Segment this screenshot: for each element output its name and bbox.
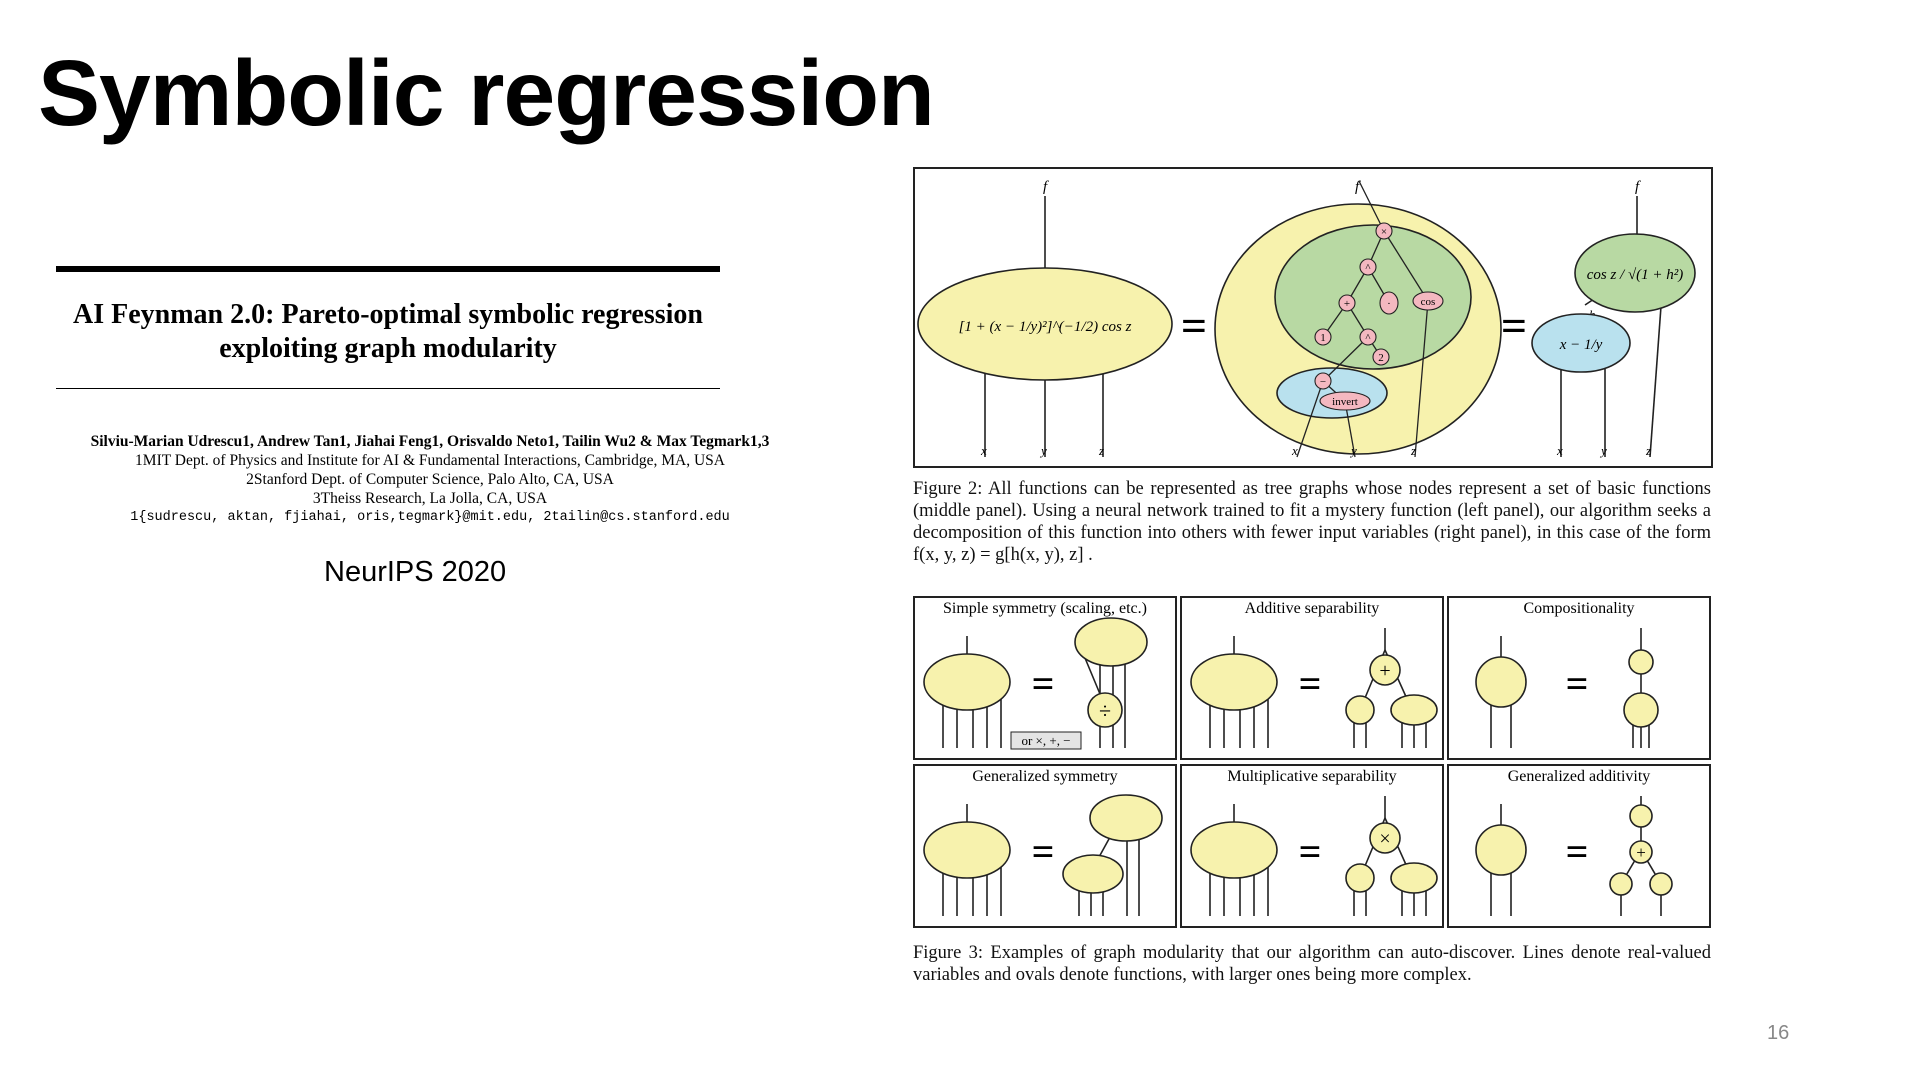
slide-title: Symbolic regression xyxy=(38,41,934,145)
plus-node-label: + xyxy=(1636,843,1646,862)
author-block xyxy=(0,432,860,527)
fig2-equals-1: = xyxy=(1180,300,1208,351)
panel-title: Generalized additivity xyxy=(1507,768,1651,785)
right-input-x: x xyxy=(1557,443,1563,458)
equals-sign: = xyxy=(1565,829,1589,874)
paper-title xyxy=(56,298,720,366)
panel-generalized-additivity xyxy=(1447,764,1711,928)
times-node-label: × xyxy=(1379,828,1391,850)
tree-label-two: 2 xyxy=(1378,352,1384,364)
tree-label-one: 1 xyxy=(1320,332,1326,344)
figure-2-graphic xyxy=(915,169,1711,466)
left-input-x: x xyxy=(981,443,987,458)
tree-label-plus: + xyxy=(1343,298,1351,310)
left-formula: [1 + (x − 1/y)²]^(−1/2) cos z xyxy=(958,319,1132,335)
equals-sign: = xyxy=(1565,661,1589,706)
tree-label-minus: − xyxy=(1319,376,1327,388)
panel-compositionality xyxy=(1447,596,1711,760)
panel-title: Compositionality xyxy=(1523,600,1635,617)
middle-input-y: y xyxy=(1351,443,1357,458)
middle-output-label: f xyxy=(1355,179,1360,195)
panel-multiplicative-separability xyxy=(1180,764,1444,928)
panel-graphic xyxy=(1182,766,1442,926)
tree-label-power-1: ^ xyxy=(1365,262,1371,274)
plus-node-label: + xyxy=(1379,660,1391,682)
right-output-label: f xyxy=(1635,179,1640,195)
left-input-y: y xyxy=(1041,443,1047,458)
equals-sign: = xyxy=(1298,829,1322,874)
panel-title: Simple symmetry (scaling, etc.) xyxy=(943,600,1147,617)
title-rule-top xyxy=(56,266,720,272)
panel-title: Multiplicative separability xyxy=(1227,768,1397,785)
fig2-middle-panel xyxy=(1215,179,1501,458)
panel-graphic xyxy=(1182,598,1442,758)
affiliation-1: 1MIT Dept. of Physics and Institute for AI & Fundamental Interactions, Cambridge, MA, USA xyxy=(135,452,725,469)
tree-label-times: × xyxy=(1380,226,1388,238)
tree-label-dot: · xyxy=(1387,298,1391,310)
panel-simple-symmetry xyxy=(913,596,1177,760)
affiliation-3: 3Theiss Research, La Jolla, CA, USA xyxy=(312,490,548,507)
panel-title: Generalized symmetry xyxy=(972,768,1118,785)
left-output-label: f xyxy=(1043,179,1048,195)
tree-label-invert: invert xyxy=(1332,396,1358,408)
panel-title: Additive separability xyxy=(1244,600,1380,617)
panel-additive-separability xyxy=(1180,596,1444,760)
panel-graphic xyxy=(915,766,1175,926)
equals-sign: = xyxy=(1031,829,1055,874)
title-rule-bottom xyxy=(56,388,720,389)
figure-3 xyxy=(913,596,1713,930)
venue-label: NeurIPS 2020 xyxy=(324,556,507,588)
paper-title-line2: exploiting graph modularity xyxy=(219,333,557,364)
figure-3-caption: Figure 3: Examples of graph modularity that our algorithm can auto-discover. Lines denote real-valued variables and ovals denote functions, with larger ones being more complex. xyxy=(913,943,1711,985)
author-emails: 1{sudrescu, aktan, fjiahai, oris,tegmark}@mit.edu, 2tailin@cs.stanford.edu xyxy=(130,510,730,525)
figure-2 xyxy=(913,167,1713,468)
panel-graphic xyxy=(1449,766,1709,926)
left-input-z: z xyxy=(1099,443,1105,458)
page-number: 16 xyxy=(1767,1022,1790,1044)
fig2-right-panel xyxy=(1532,179,1695,458)
tree-label-power-2: ^ xyxy=(1365,332,1371,344)
paper-title-line1: AI Feynman 2.0: Pareto-optimal symbolic regression xyxy=(73,299,703,330)
equals-sign: = xyxy=(1298,661,1322,706)
panel-graphic xyxy=(915,598,1175,758)
panel-graphic xyxy=(1449,598,1709,758)
divide-node-label: ÷ xyxy=(1098,698,1112,723)
fig2-left-panel xyxy=(918,179,1172,458)
fig2-equals-2: = xyxy=(1500,300,1528,351)
middle-input-z: z xyxy=(1411,443,1417,458)
figure-2-caption: Figure 2: All functions can be represented as tree graphs whose nodes represent a set of basic functions (middle panel). Using a neural network trained to fit a mystery function (left panel), our algorithm seeks a decomposition of this function into others with fewer input variables (right panel), in this case of the form f(x, y, z) = g[h(x, y), z] . xyxy=(913,479,1711,565)
affiliation-2: 2Stanford Dept. of Computer Science, Palo Alto, CA, USA xyxy=(246,471,614,488)
tree-label-cos: cos xyxy=(1420,296,1436,308)
right-bottom-formula: x − 1/y xyxy=(1559,337,1603,353)
right-input-y: y xyxy=(1601,443,1607,458)
right-top-formula: cos z / √(1 + h²) xyxy=(1586,267,1684,283)
equals-sign: = xyxy=(1031,661,1055,706)
panel-generalized-symmetry xyxy=(913,764,1177,928)
right-input-z: z xyxy=(1646,443,1652,458)
operator-note: or ×, +, − xyxy=(1021,733,1071,748)
author-names: Silviu-Marian Udrescu1, Andrew Tan1, Jiahai Feng1, Orisvaldo Neto1, Tailin Wu2 & Max Tegmark1,3 xyxy=(90,433,770,450)
middle-input-x: x xyxy=(1292,443,1298,458)
